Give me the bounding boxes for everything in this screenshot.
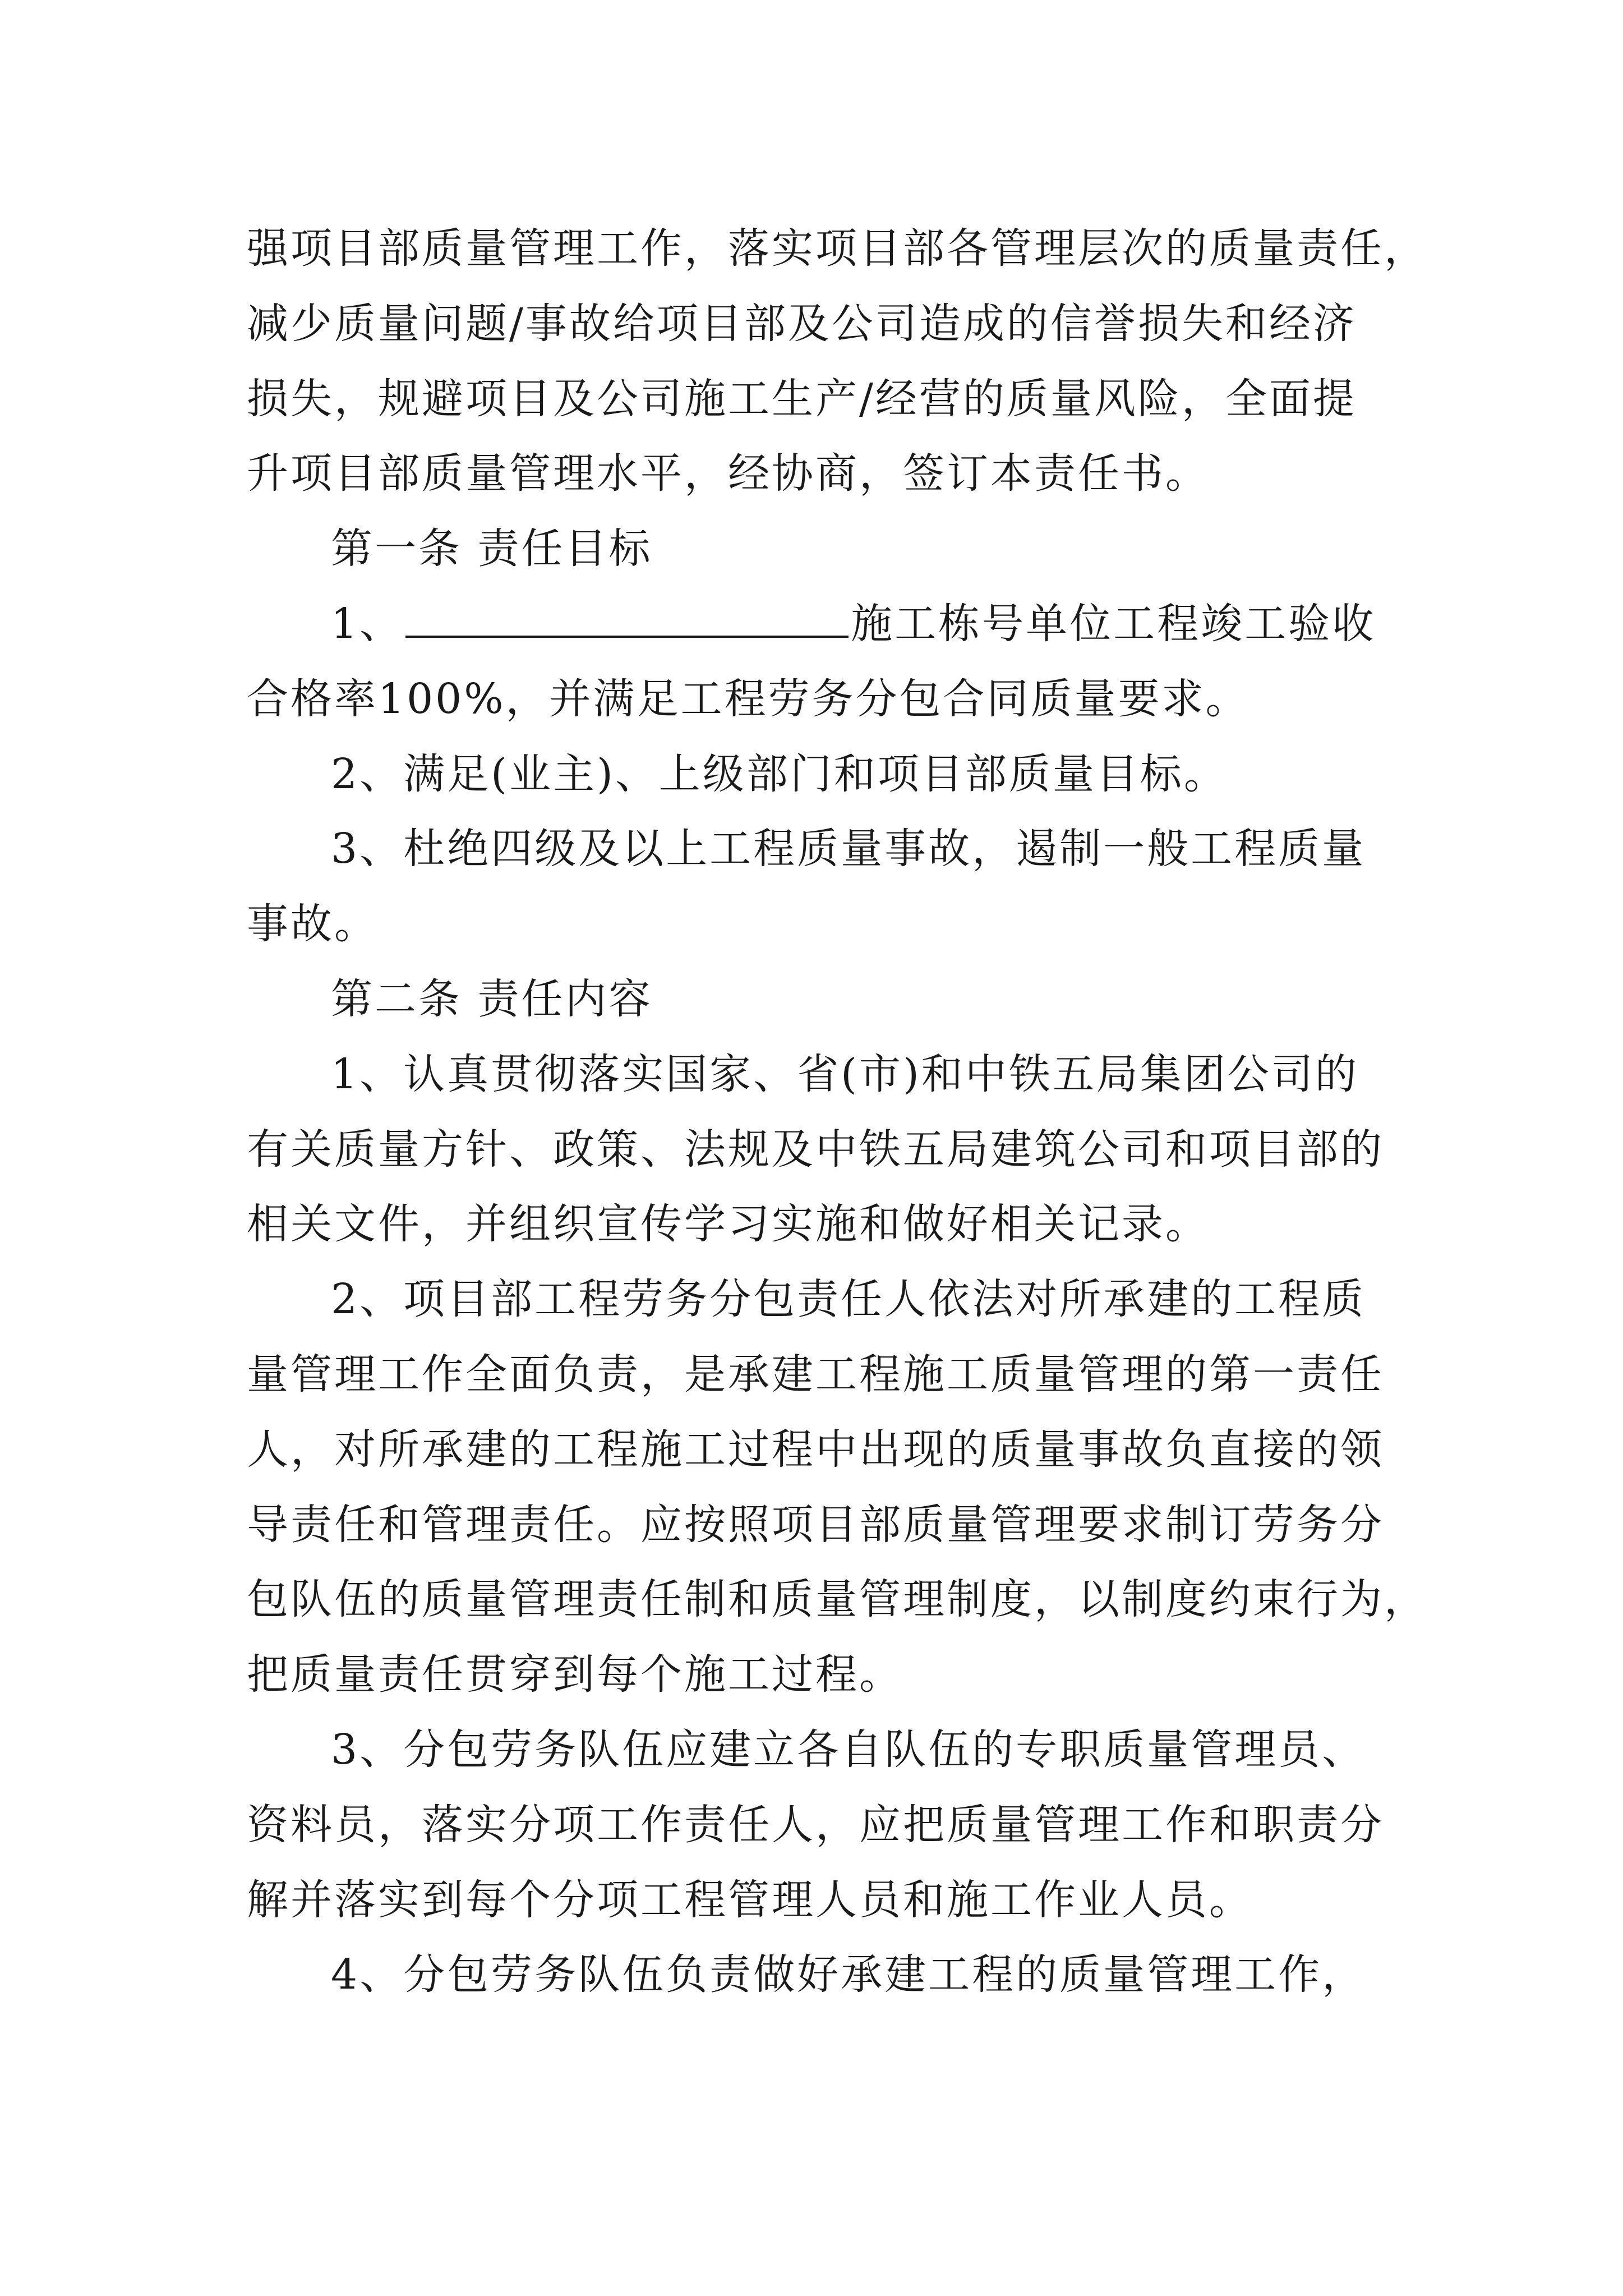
paragraph-line: 4、分包劳务队伍负责做好承建工程的质量管理工作，: [331, 1950, 1366, 1999]
paragraph-line: 2、满足(业主)、上级部门和项目部质量目标。: [331, 750, 1228, 798]
paragraph-line: 导责任和管理责任。应按照项目部质量管理要求制订劳务分: [247, 1501, 1384, 1549]
paragraph-line: 3、杜绝四级及以上工程质量事故，遏制一般工程质量: [331, 825, 1366, 873]
paragraph-line: 解并落实到每个分项工程管理人员和施工作业人员。: [247, 1876, 1253, 1924]
section-heading: 第二条 责任内容: [331, 975, 653, 1023]
paragraph-line: 把质量责任贯穿到每个施工过程。: [247, 1650, 903, 1699]
fill-in-line: [331, 593, 1376, 655]
paragraph-line: 相关文件，并组织宣传学习实施和做好相关记录。: [247, 1200, 1209, 1248]
paragraph-line: 3、分包劳务队伍应建立各自队伍的专职质量管理员、: [331, 1726, 1366, 1774]
paragraph-line: 有关质量方针、政策、法规及中铁五局建筑公司和项目部的: [247, 1125, 1384, 1174]
paragraph-line: 2、项目部工程劳务分包责任人依法对所承建的工程质: [331, 1275, 1366, 1323]
paragraph-line: 损失，规避项目及公司施工生产/经营的质量风险，全面提: [247, 375, 1357, 423]
paragraph-line: 事故。: [247, 900, 378, 948]
paragraph-line: 强项目部质量管理工作，落实项目部各管理层次的质量责任，: [247, 224, 1428, 273]
paragraph-line: 量管理工作全面负责，是承建工程施工质量管理的第一责任: [247, 1350, 1384, 1398]
paragraph-line: 1、认真贯彻落实国家、省(市)和中铁五局集团公司的: [331, 1050, 1359, 1098]
section-heading: 第一条 责任目标: [331, 524, 653, 573]
blank-underline: [405, 597, 849, 638]
paragraph-line: 合格率100%，并满足工程劳务分包合同质量要求。: [247, 675, 1249, 723]
paragraph-line: 升项目部质量管理水平，经协商，签订本责任书。: [247, 449, 1209, 498]
item-number: 1、: [331, 600, 404, 648]
item-text: 施工栋号单位工程竣工验收: [851, 600, 1376, 648]
paragraph-line: 资料员，落实分项工作责任人，应把质量管理工作和职责分: [247, 1801, 1384, 1849]
paragraph-line: 人，对所承建的工程施工过程中出现的质量事故负直接的领: [247, 1425, 1384, 1474]
paragraph-line: 减少质量问题/事故给项目部及公司造成的信誉损失和经济: [247, 300, 1357, 348]
paragraph-line: 包队伍的质量管理责任制和质量管理制度，以制度约束行为，: [247, 1575, 1428, 1623]
